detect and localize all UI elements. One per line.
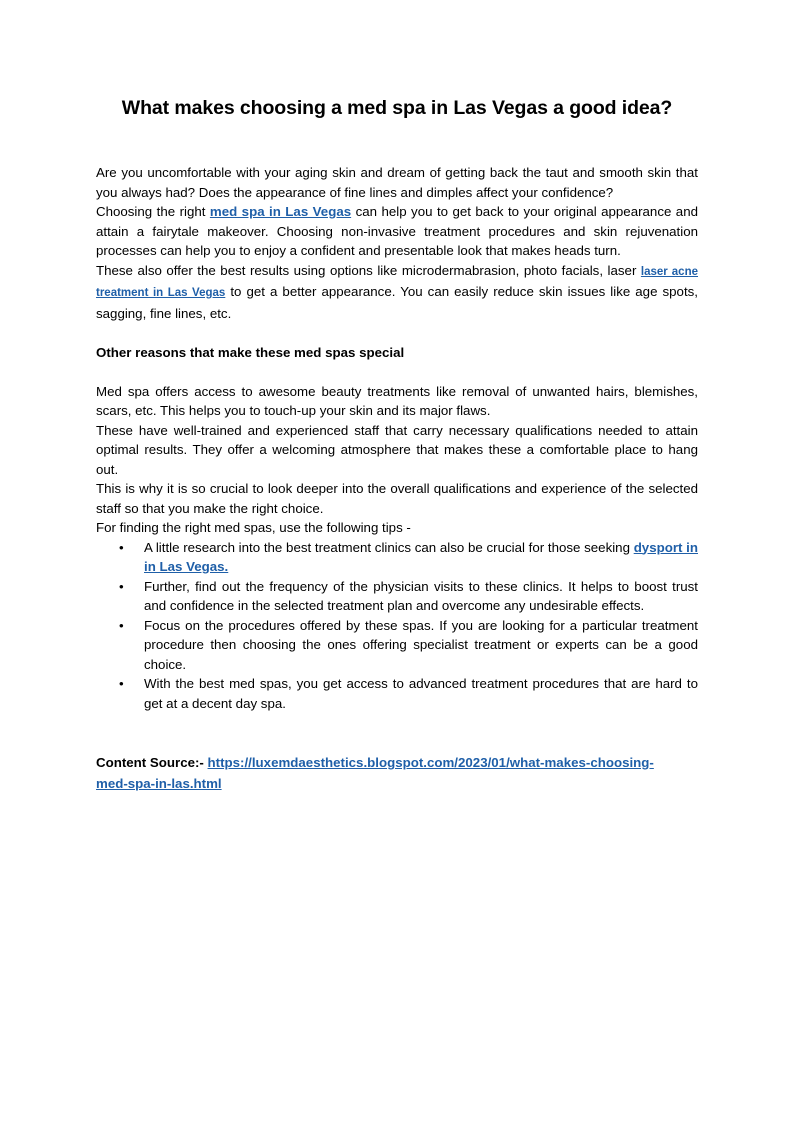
tip-2-text: Further, find out the frequency of the physician visits to these clinics. It helps to boost trust and confidence in the selected treatment plan and overcome any undesirable effects. <box>144 578 698 613</box>
list-item <box>119 538 698 577</box>
page-title: What makes choosing a med spa in Las Vegas a good idea? <box>121 97 673 119</box>
list-item <box>119 616 698 675</box>
med-spa-link[interactable]: med spa in Las Vegas <box>209 204 352 219</box>
section-paragraph-2: These have well-trained and experienced staff that carry necessary qualifications needed to attain optimal results. They offer a welcoming atmosphere that makes these a comfortable place to hang out. <box>96 422 698 477</box>
content-source-link-line-2[interactable]: med-spa-in-las.html <box>96 776 222 791</box>
tip-1-text: A little research into the best treatment clinics can also be crucial for those seeking <box>144 539 634 555</box>
document-page <box>96 95 698 794</box>
section-heading: Other reasons that make these med spas special <box>96 344 405 360</box>
intro-paragraph-2-text-before: Choosing the right <box>96 204 210 219</box>
tip-4-text: With the best med spas, you get access to advanced treatment procedures that are hard to get at a decent day spa. <box>144 676 698 711</box>
intro-paragraph-3-text-after: to get a better appearance. You can easily reduce skin issues like age spots, sagging, fine lines, etc. <box>96 284 698 321</box>
bullet-icon: • <box>119 539 124 555</box>
section-paragraph-4: For finding the right med spas, use the following tips - <box>96 520 411 535</box>
spacer <box>96 323 698 343</box>
intro-paragraph-1: Are you uncomfortable with your aging skin and dream of getting back the taut and smooth skin that you always had? Does the appearance of fine lines and dimples affect your confidence? <box>96 165 698 200</box>
list-item <box>119 674 698 713</box>
intro-paragraph-2 <box>96 202 698 261</box>
section-paragraph-3: This is why it is so crucial to look deeper into the overall qualifications and experience of the selected staff so that you make the right choice. <box>96 481 698 516</box>
laser-acne-treatment-link[interactable]: laser acne treatment in Las Vegas <box>96 265 699 299</box>
tip-3-text: Focus on the procedures offered by these spas. If you are looking for a particular treatment procedure then choosing the ones offering specialist treatment or experts can be a good choice. <box>144 617 698 672</box>
bullet-icon: • <box>119 617 124 633</box>
content-source <box>96 752 698 794</box>
tips-list <box>96 538 698 714</box>
intro-paragraph-3-text-before: These also offer the best results using options like microdermabrasion, photo facials, laser <box>96 262 641 278</box>
spacer <box>96 362 698 382</box>
content-source-label: Content Source:- <box>96 755 208 770</box>
bullet-icon: • <box>119 676 124 691</box>
intro-paragraph-3 <box>96 261 698 324</box>
intro-paragraph-2-text-after: can help you to get back to your original appearance and attain a fairytale makeover. Choosing non-invasive treatment procedures and skin rejuvenation processes can help you to enjoy a confident and presentable look that makes heads turn. <box>96 204 698 258</box>
section-paragraph-1: Med spa offers access to awesome beauty treatments like removal of unwanted hairs, blemishes, scars, etc. This helps you to touch-up your skin and its major flaws. <box>96 383 698 418</box>
bullet-icon: • <box>119 578 124 594</box>
content-source-link-line-1[interactable]: https://luxemdaesthetics.blogspot.com/2023/01/what-makes-choosing- <box>207 755 654 770</box>
list-item <box>119 577 698 616</box>
dysport-link[interactable]: dysport in in Las Vegas. <box>144 539 698 574</box>
